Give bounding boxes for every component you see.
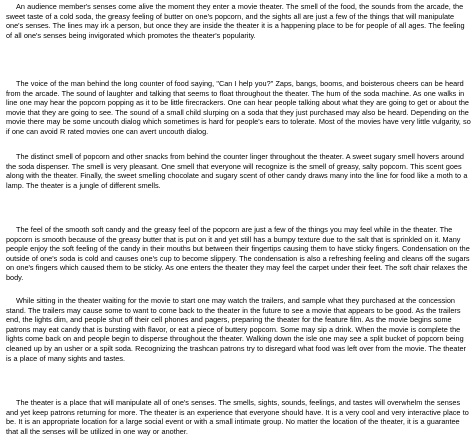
paragraph-intro: An audience member's senses come alive the moment they enter a movie theater. The smell of the food, the sounds from the arcade, the sweet taste of a cold soda, the greasy feeling of butter on one's popcorn, and the sights all are just a few of the things that will manipulate one's senses. The lines may irk a person, but once they are inside the theater it is a happening place to be for people of all ages. The feeling of all one's senses being invigorated which promotes the theater's popularity. <box>6 2 465 40</box>
paragraph-smells: The distinct smell of popcorn and other snacks from behind the counter linger throughout the theater. A sweet sugary smell hovers around the soda dispenser. The smell is very pleasant. One smell that everyone will recognize is the smell of greasy, salty popcorn. This scent goes along with the theater. Finally, the sweet smelling chocolate and sugary scent of other candy draws many into the line for food like a moth to a lamp. The theater is a jungle of different smells. <box>6 152 468 190</box>
paragraph-feelings: The feel of the smooth soft candy and the greasy feel of the popcorn are just a few of the things you may feel while in the theater. The popcorn is smooth because of the greasy butter that is put on it and yet still has a bumpy texture due to the salt that is sprinkled on it. Many people enjoy the soft feeling of the candy in their mouths but between their fingertips causing them to have sticky fingers. Condensation on the outside of one's soda is cold and causes one's cup to become slippery. The condensation is also a refreshing feeling and cleans off the sugars on one's fingers which caused them to be sticky. As one enters the theater they may feel the carpet under their feet. The soft chair relaxes the body. <box>6 225 470 282</box>
paragraph-sounds: The voice of the man behind the long counter of food saying, "Can I help you?" Zaps, bangs, booms, and boisterous cheers can be heard from the arcade. The sound of laughter and talking that seems to float throughout the theater. The hum of the soda machine. As one walks in line one may hear the popcorn popping as it to be little firecrackers. One can hear people talking about what they are going to get or about the movie that they are going to see. The sound of a small child slurping on a soda that they just purchased may also be heard. Depending on the movie there may be some uncouth dialog which sometimes is hard for people's ears to tolerate. Most of the movies have very little vulgarity, so if one can avoid R rated movies one can avert uncouth dialog. <box>6 79 471 136</box>
paragraph-sights-tastes: While sitting in the theater waiting for the movie to start one may watch the trailers, and sample what they purchased at the concession stand. The trailers may cause some to want to come back to the theater in the future to see a movie that appears to be good. As the trailers end, the lights dim, and people shut off their cell phones and pagers, preparing the theater for the feature film. As the movie begins some patrons may eat candy that is bursting with flavor, or eat a piece of buttery popcorn. Some may sip a drink. When the movie is complete the lights come back on and people begin to disperse throughout the theater. Walking down the isle one may see a split bucket of popcorn being cleaned up by an usher or a spilt soda. Recognizing the trashcan patrons try to disregard what food was left over from the movie. The theater is a place of many sights and tastes. <box>6 296 466 363</box>
paragraph-conclusion: The theater is a place that will manipulate all of one's senses. The smells, sights, sounds, feelings, and tastes will overwhelm the senses and yet keep patrons returning for more. The theater is an experience that everyone should have. It is a very cool and very interactive place to be. It is an appropriate location for a large social event or with a small intimate group. No matter the location of the theater, it is a guarantee that all the senses will be utilized in one way or another. <box>6 398 469 436</box>
